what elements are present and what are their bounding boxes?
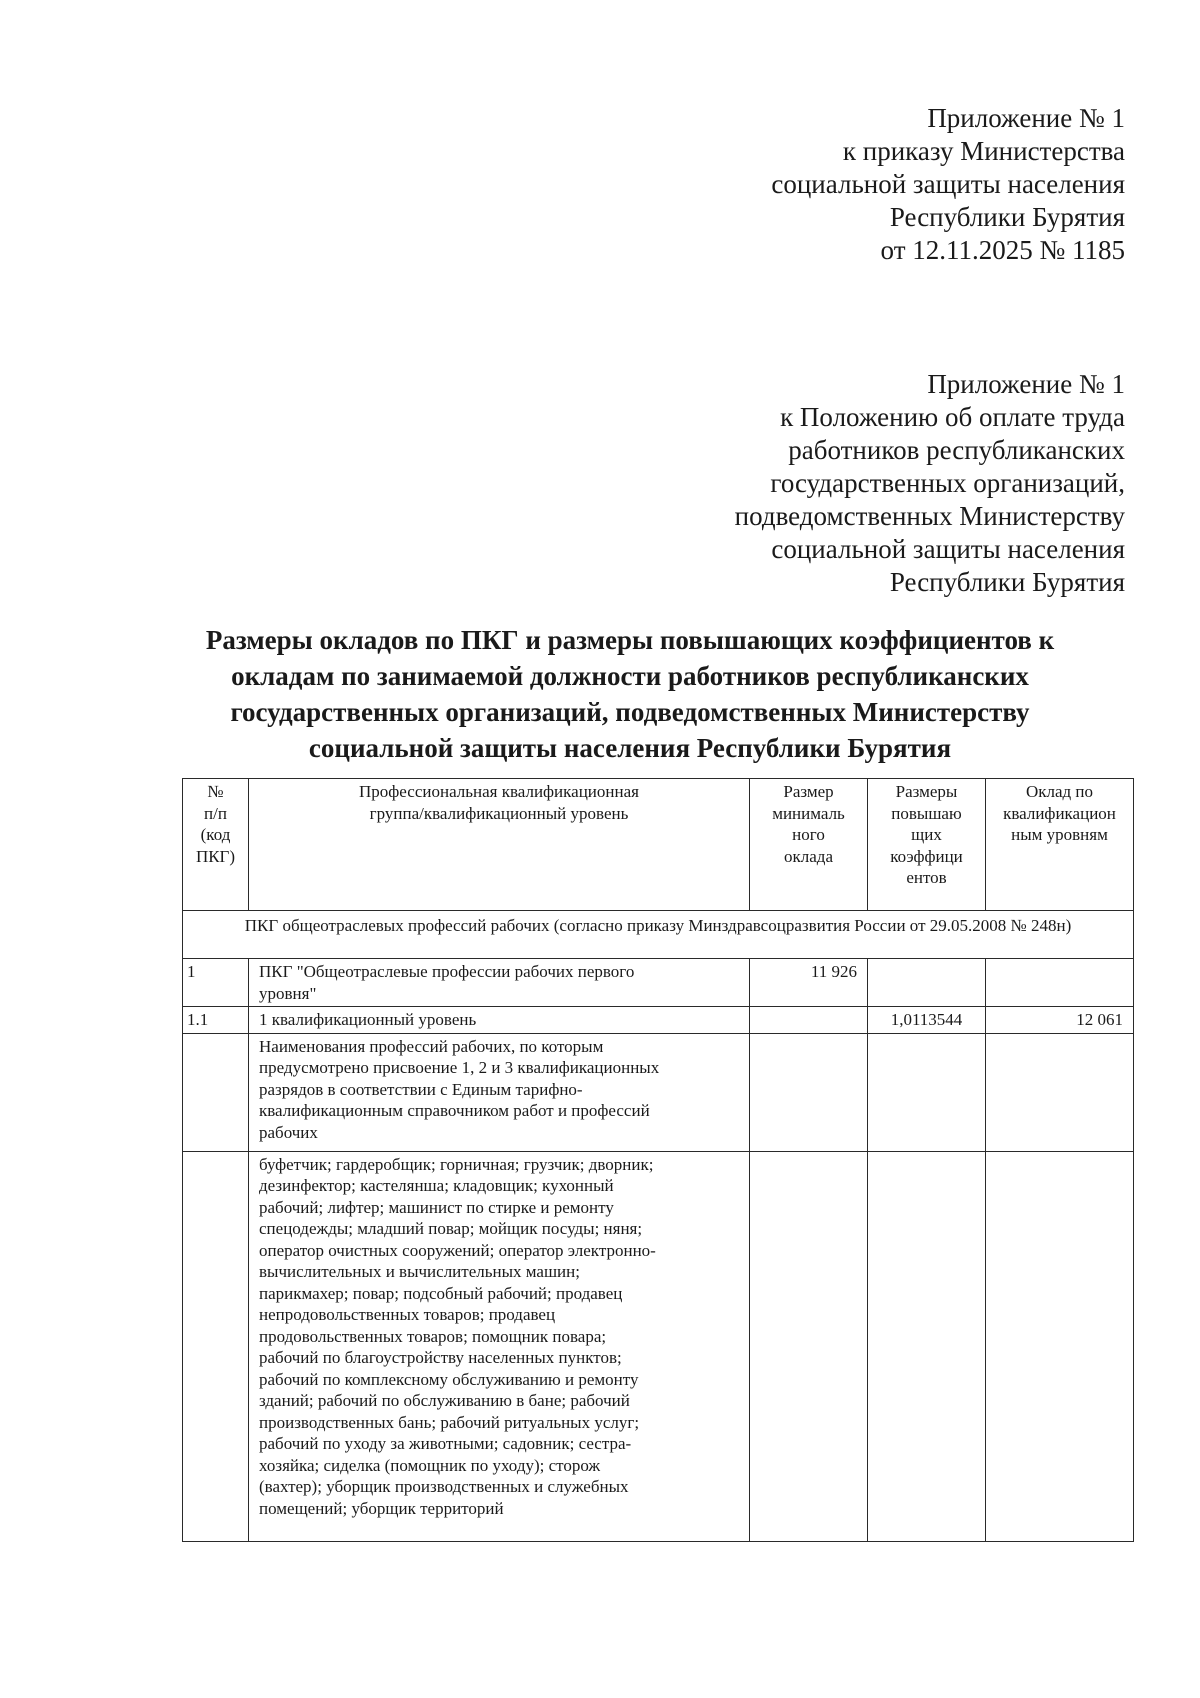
title-line: окладам по занимаемой должности работников республиканских <box>231 661 1029 691</box>
row-name <box>249 1033 750 1151</box>
title-line: социальной защиты населения Республики Бурятия <box>308 733 952 763</box>
section-title: ПКГ общеотраслевых профессий рабочих (согласно приказу Минздравсоцразвития России от 29.05.2008 № 248н) <box>183 911 1134 959</box>
header-min-salary-line: минималь <box>772 803 845 823</box>
header-coefficient-line: коэффици <box>890 846 963 866</box>
annex-order-line: Республики Бурятия <box>889 202 1125 232</box>
table-row <box>183 959 1134 1007</box>
header-salary-line: квалификацион <box>1003 803 1116 823</box>
header-salary-line: ным уровням <box>1011 825 1108 844</box>
header-no-line: ПКГ) <box>195 846 236 866</box>
row-salary <box>986 1151 1134 1541</box>
annex-regulation-line: Приложение № 1 <box>927 369 1125 399</box>
row-name-line: помещений; уборщик территорий <box>259 1498 504 1518</box>
header-no-line: № <box>207 782 224 801</box>
row-name-line: 1 квалификационный уровень <box>259 1010 477 1029</box>
row-name-line: рабочий; лифтер; машинист по стирке и ремонту <box>259 1197 614 1217</box>
row-name-line: уровня" <box>259 983 317 1003</box>
annex-order-line: Приложение № 1 <box>927 103 1125 133</box>
row-name-line: спецодежды; младший повар; мойщик посуды; няня; <box>259 1219 643 1238</box>
header-coefficient-line: щих <box>911 825 942 844</box>
header-no <box>183 779 249 911</box>
row-salary <box>986 959 1134 1007</box>
header-salary-line: Оклад по <box>1025 782 1094 801</box>
row-name-line: рабочих <box>259 1122 318 1142</box>
row-coefficient <box>868 959 986 1007</box>
header-coefficient-line: ентов <box>906 868 947 887</box>
document-title <box>180 622 1080 766</box>
title-line: Размеры окладов по ПКГ и размеры повышающих коэффициентов к <box>205 625 1055 655</box>
annex-regulation-header <box>735 368 1125 599</box>
row-coefficient: 1,0113544 <box>868 1007 986 1034</box>
row-name-line: ПКГ "Общеотраслевые профессии рабочих первого <box>259 962 635 981</box>
row-coefficient <box>868 1151 986 1541</box>
row-name-line: зданий; рабочий по обслуживанию в бане; рабочий <box>259 1391 630 1410</box>
header-group-line: Профессиональная квалификационная <box>359 782 639 801</box>
header-min-salary <box>750 779 868 911</box>
row-min-salary <box>750 1007 868 1034</box>
table-row <box>183 1007 1134 1034</box>
section-row <box>183 911 1134 959</box>
row-name-line: рабочий по благоустройству населенных пунктов; <box>259 1348 622 1367</box>
row-name-line: буфетчик; гардеробщик; горничная; грузчик; дворник; <box>259 1154 654 1174</box>
annex-regulation-line: Республики Бурятия <box>889 567 1125 597</box>
annex-order-line: социальной защиты населения <box>771 169 1125 199</box>
row-name-line: продовольственных товаров; помощник повара; <box>259 1326 607 1346</box>
row-name-line: (вахтер); уборщик производственных и служебных <box>259 1477 629 1496</box>
header-coefficient-line: Размеры <box>895 782 958 801</box>
row-no: 1.1 <box>183 1007 249 1034</box>
header-min-salary-line: оклада <box>784 846 833 866</box>
annex-regulation-line: к Положению об оплате труда <box>780 402 1125 432</box>
row-name-line: Наименования профессий рабочих, по которым <box>259 1036 604 1056</box>
row-name-line: рабочий по комплексному обслуживанию и ремонту <box>259 1369 639 1389</box>
salary-table <box>182 778 1134 1542</box>
row-name-line: вычислительных и вычислительных машин; <box>259 1262 580 1281</box>
table-header-row <box>183 779 1134 911</box>
header-group <box>249 779 750 911</box>
annex-order-line: от 12.11.2025 № 1185 <box>880 235 1125 265</box>
header-group-line: группа/квалификационный уровень <box>369 803 629 823</box>
row-salary: 12 061 <box>986 1007 1134 1034</box>
header-coefficient <box>868 779 986 911</box>
row-name-line: квалификационным справочником работ и профессий <box>259 1101 650 1120</box>
row-min-salary <box>750 1033 868 1151</box>
annex-regulation-line: социальной защиты населения <box>771 534 1125 564</box>
row-name-line: предусмотрено присвоение 1, 2 и 3 квалификационных <box>259 1058 660 1077</box>
annex-regulation-line: государственных организаций, <box>770 468 1125 498</box>
row-name <box>249 1151 750 1541</box>
table-row <box>183 1151 1134 1541</box>
row-name <box>249 959 750 1007</box>
row-name <box>249 1007 750 1034</box>
header-no-line: п/п <box>204 803 227 823</box>
annex-order-header <box>771 102 1125 267</box>
row-name-line: непродовольственных товаров; продавец <box>259 1305 556 1324</box>
row-name-line: производственных бань; рабочий ритуальных услуг; <box>259 1412 640 1432</box>
row-salary <box>986 1033 1134 1151</box>
header-min-salary-line: Размер <box>783 782 834 801</box>
row-name-line: разрядов в соответствии с Единым тарифно- <box>259 1079 583 1099</box>
title-line: государственных организаций, подведомственных Министерству <box>230 697 1030 727</box>
annex-regulation-line: работников республиканских <box>788 435 1125 465</box>
row-name-line: рабочий по уходу за животными; садовник; сестра- <box>259 1434 632 1453</box>
header-coefficient-line: повышаю <box>891 803 962 823</box>
row-name-line: хозяйка; сиделка (помощник по уходу); сторож <box>259 1455 601 1475</box>
annex-order-line: к приказу Министерства <box>842 136 1125 166</box>
annex-regulation-line: подведомственных Министерству <box>734 501 1125 531</box>
header-no-line: (код <box>200 825 231 844</box>
row-min-salary <box>750 1151 868 1541</box>
row-name-line: оператор очистных сооружений; оператор электронно- <box>259 1240 656 1260</box>
table-row <box>183 1033 1134 1151</box>
header-min-salary-line: ного <box>792 825 825 844</box>
row-name-line: парикмахер; повар; подсобный рабочий; продавец <box>259 1283 623 1303</box>
row-no <box>183 1151 249 1541</box>
row-name-line: дезинфектор; кастелянша; кладовщик; кухонный <box>259 1176 614 1195</box>
row-min-salary: 11 926 <box>750 959 868 1007</box>
header-salary <box>986 779 1134 911</box>
row-no <box>183 1033 249 1151</box>
row-coefficient <box>868 1033 986 1151</box>
row-no: 1 <box>183 959 249 1007</box>
